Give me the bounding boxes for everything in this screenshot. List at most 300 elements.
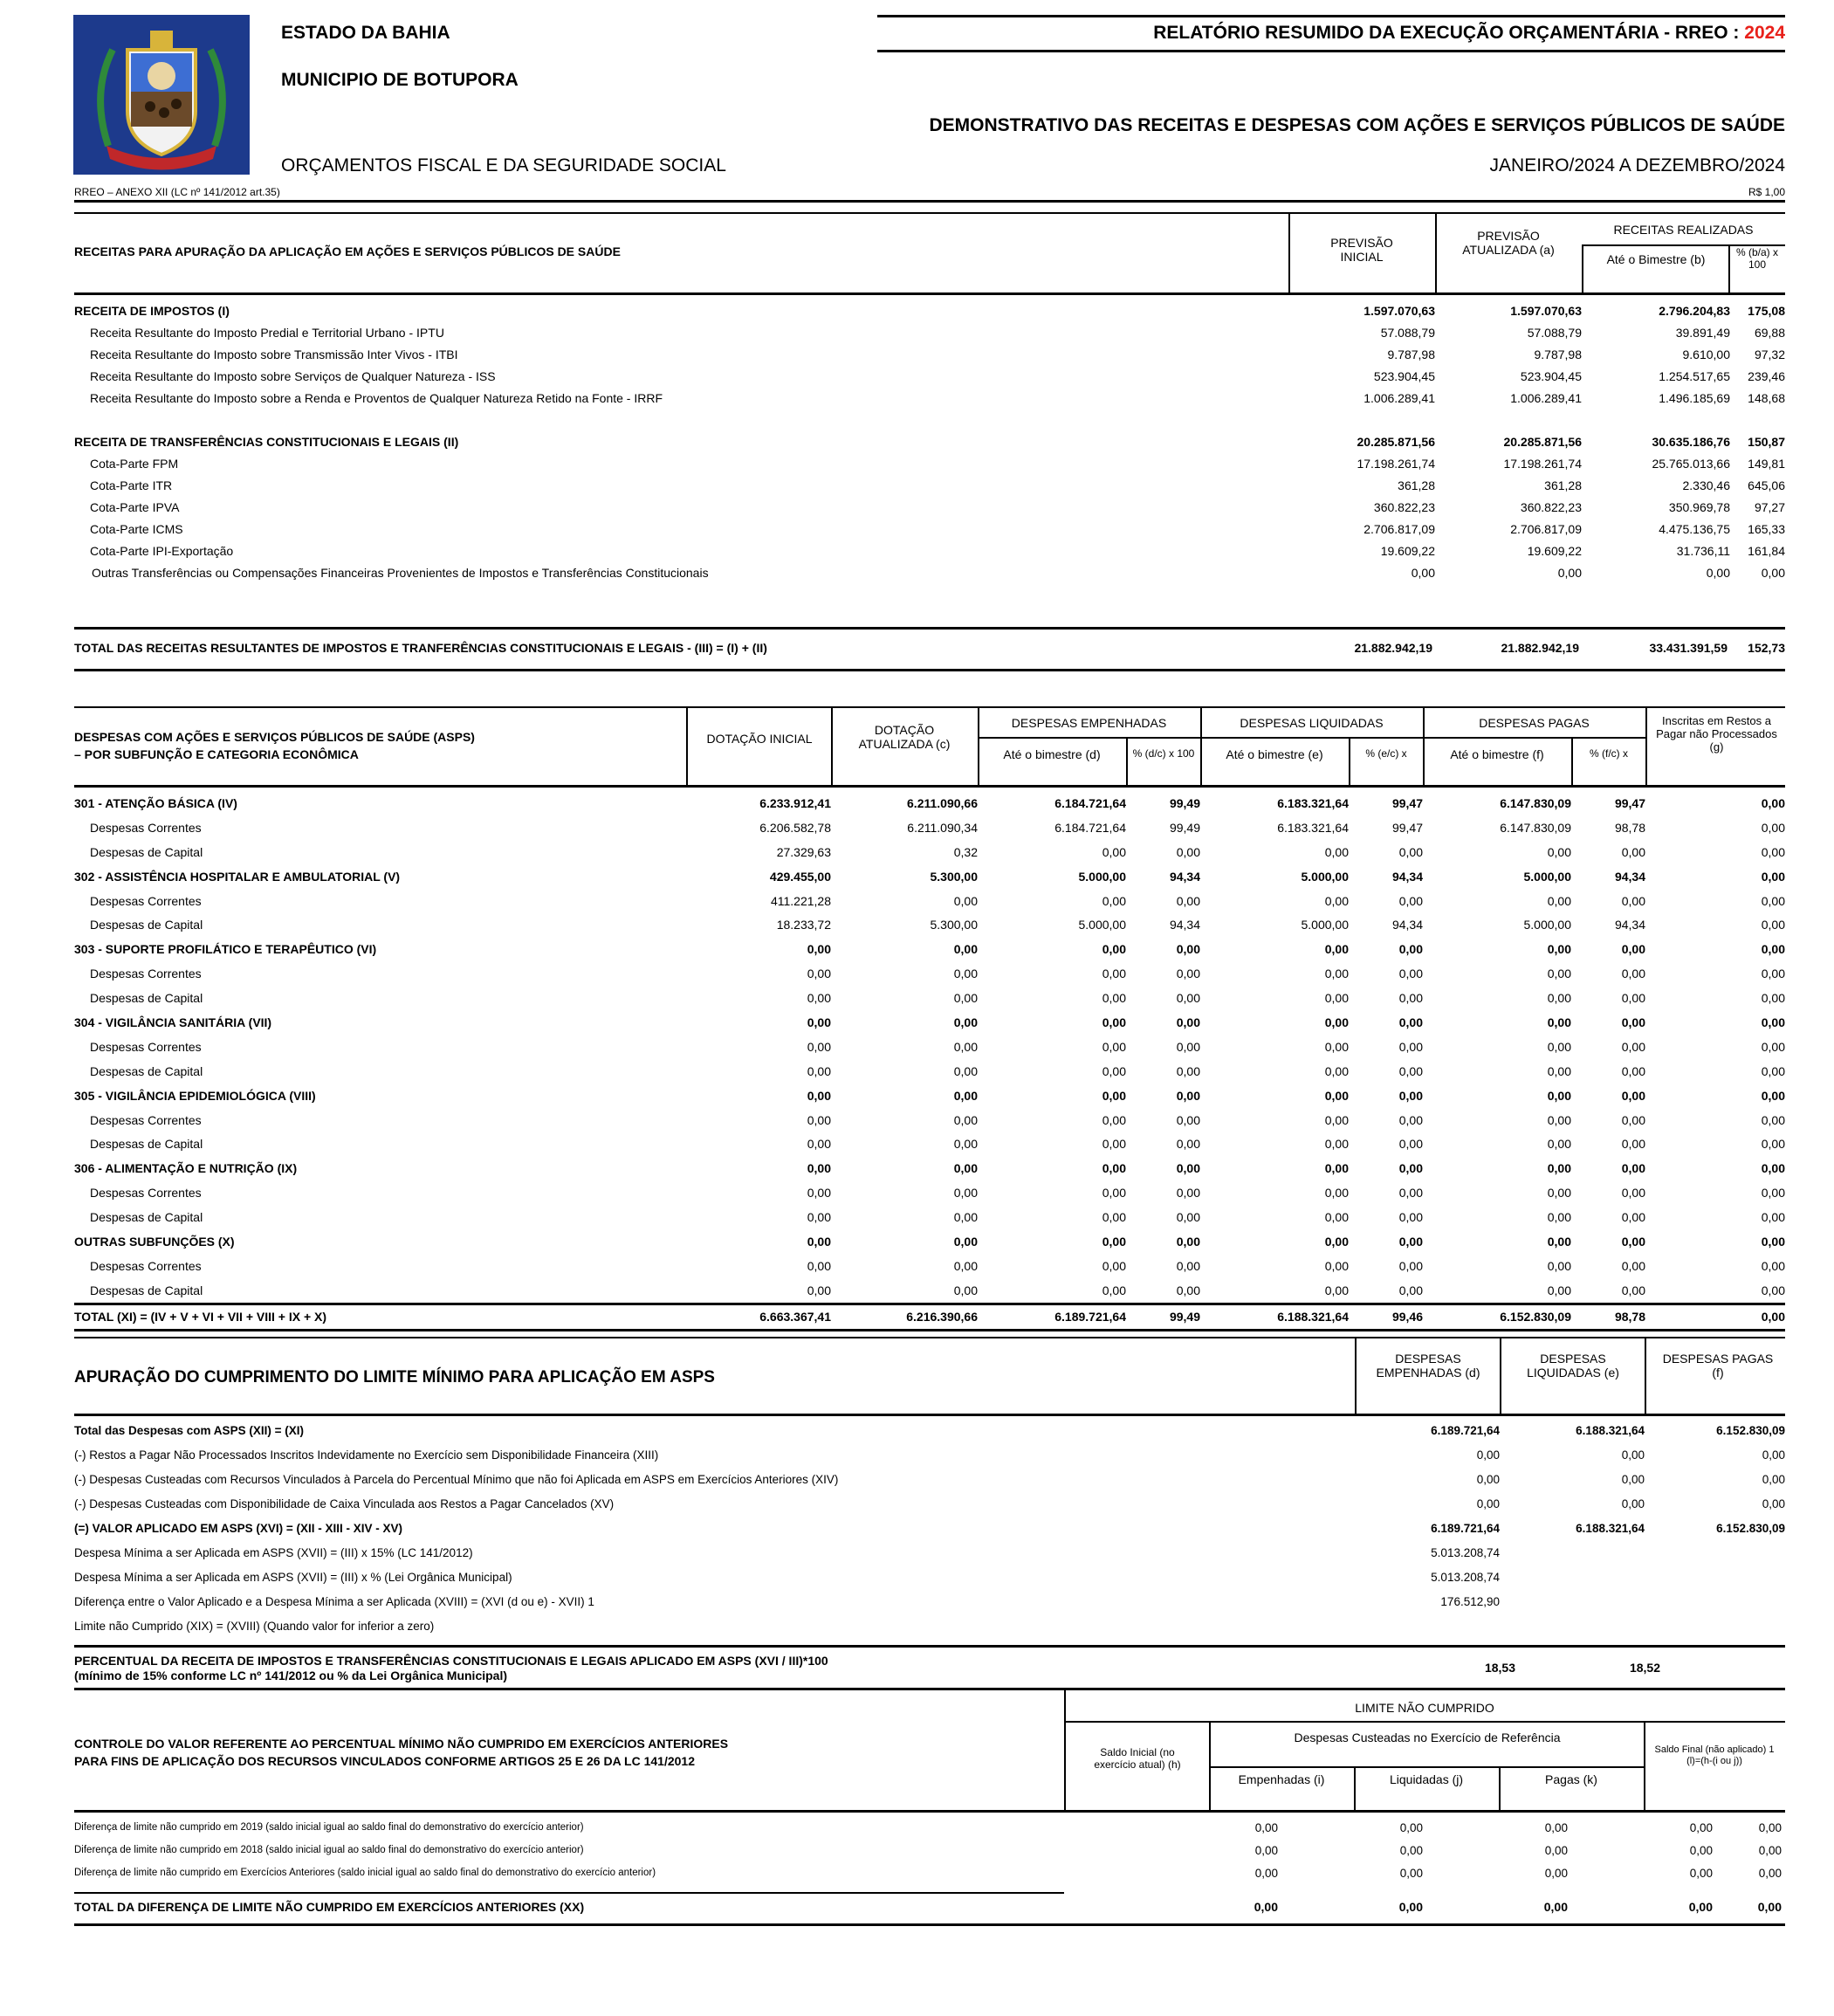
receita-realizada: 1.496.185,69 xyxy=(1659,390,1730,405)
despesa-empenhadas: 0,00 xyxy=(1102,1039,1126,1054)
despesa-pagas: 0,00 xyxy=(1547,1283,1571,1297)
controle-pagas: 0,00 xyxy=(1689,1866,1713,1880)
despesa-restos-a-pagar: 0,00 xyxy=(1761,844,1785,859)
despesa-empenhadas: 6.184.721,64 xyxy=(1054,820,1126,835)
despesa-dotacao-atualizada: 0,00 xyxy=(953,893,978,908)
receita-realizada: 350.969,78 xyxy=(1668,499,1730,514)
controle-row xyxy=(74,1839,1785,1861)
despesa-liquidadas: 0,00 xyxy=(1324,844,1349,859)
receita-percentual: 0,00 xyxy=(1761,565,1785,580)
pct-liquidadas: 18,52 xyxy=(1629,1661,1660,1675)
despesa-liquidadas-pct: 99,47 xyxy=(1391,795,1423,810)
despesa-empenhadas: 0,00 xyxy=(1102,1112,1126,1127)
receita-realizada: 4.475.136,75 xyxy=(1659,521,1730,536)
apuracao-liquidadas: 0,00 xyxy=(1621,1497,1645,1510)
receita-previsao-inicial: 20.285.871,56 xyxy=(1357,434,1435,449)
despesas-total-label: TOTAL (XI) = (IV + V + VI + VII + VIII + IX + X) xyxy=(74,1310,327,1324)
receita-realizada: 9.610,00 xyxy=(1682,347,1730,361)
despesa-label: Despesas Correntes xyxy=(90,893,202,908)
despesa-empenhadas-pct: 0,00 xyxy=(1176,991,1200,1006)
receita-previsao-atualizada: 9.787,98 xyxy=(1534,347,1582,361)
apuracao-liquidadas: 6.188.321,64 xyxy=(1576,1521,1645,1535)
apuracao-pagas: 0,00 xyxy=(1762,1448,1785,1462)
despesa-restos-a-pagar: 0,00 xyxy=(1761,1112,1785,1127)
receita-percentual: 97,27 xyxy=(1754,499,1785,514)
col-controle-pag: Pagas (k) xyxy=(1545,1772,1597,1786)
controle-table xyxy=(74,1816,1785,1884)
receita-previsao-atualizada: 1.006.289,41 xyxy=(1510,390,1582,405)
despesa-liquidadas: 6.183.321,64 xyxy=(1277,820,1349,835)
despesa-dotacao-inicial: 0,00 xyxy=(807,1258,831,1273)
despesa-label: Despesas Correntes xyxy=(90,1039,202,1054)
controle-saldo-inicial: 0,00 xyxy=(1254,1866,1278,1880)
despesa-liquidadas-pct: 0,00 xyxy=(1398,967,1423,981)
despesa-liquidadas-pct: 0,00 xyxy=(1398,1015,1423,1029)
despesa-empenhadas-pct: 0,00 xyxy=(1176,844,1200,859)
despesa-pagas: 0,00 xyxy=(1547,1186,1571,1201)
despesa-empenhadas-pct: 0,00 xyxy=(1176,1234,1200,1249)
despesa-restos-a-pagar: 0,00 xyxy=(1761,1137,1785,1152)
receita-previsao-inicial: 523.904,45 xyxy=(1373,368,1435,383)
despesa-liquidadas: 0,00 xyxy=(1324,1186,1349,1201)
despesa-empenhadas-pct: 94,34 xyxy=(1169,918,1200,932)
apuracao-pagas xyxy=(1645,1540,1785,1565)
despesa-total-liquidadas: 6.188.321,64 xyxy=(1277,1310,1349,1324)
despesa-pagas-pct: 99,47 xyxy=(1614,795,1645,810)
despesa-label: Despesas Correntes xyxy=(90,967,202,981)
despesa-pagas-pct: 0,00 xyxy=(1621,844,1645,859)
apuracao-label: (-) Restos a Pagar Não Processados Inscritos Indevidamente no Exercício sem Disponibilidade Financeira (XIII) xyxy=(74,1448,659,1462)
municipal-emblem xyxy=(73,15,250,175)
currency-label: R$ 1,00 xyxy=(1748,186,1785,198)
despesa-liquidadas-pct: 0,00 xyxy=(1398,1112,1423,1127)
despesa-pagas-pct: 0,00 xyxy=(1621,1283,1645,1297)
receita-previsao-inicial: 361,28 xyxy=(1398,478,1435,492)
receita-row xyxy=(74,387,1785,409)
despesa-restos-a-pagar: 0,00 xyxy=(1761,795,1785,810)
receita-row xyxy=(74,365,1785,387)
apuracao-label: Despesa Mínima a ser Aplicada em ASPS (XVII) = (III) x 15% (LC 141/2012) xyxy=(74,1545,473,1559)
despesa-row xyxy=(74,1229,1785,1254)
receita-row xyxy=(74,496,1785,518)
despesa-row xyxy=(74,1156,1785,1180)
despesa-pagas-pct: 0,00 xyxy=(1621,1186,1645,1201)
despesa-total-empenhadas: 6.189.721,64 xyxy=(1054,1310,1126,1324)
despesa-liquidadas: 5.000,00 xyxy=(1301,869,1349,884)
despesa-row xyxy=(74,1132,1785,1156)
controle-row xyxy=(74,1816,1785,1839)
apuracao-label: (-) Despesas Custeadas com Recursos Vinculados à Parcela do Percentual Mínimo que não foi Aplicada em ASPS em Exercícios Anteriores (XIV) xyxy=(74,1472,839,1486)
despesa-empenhadas-pct: 0,00 xyxy=(1176,1258,1200,1273)
despesa-liquidadas-pct: 0,00 xyxy=(1398,991,1423,1006)
despesa-pagas-pct: 94,34 xyxy=(1614,869,1645,884)
despesa-dotacao-inicial: 0,00 xyxy=(807,967,831,981)
col-apuracao-pag: DESPESAS PAGAS (f) xyxy=(1662,1352,1774,1380)
despesa-row xyxy=(74,1010,1785,1035)
despesa-empenhadas-pct: 0,00 xyxy=(1176,1063,1200,1078)
despesa-empenhadas-pct: 0,00 xyxy=(1176,1015,1200,1029)
despesa-empenhadas: 0,00 xyxy=(1102,844,1126,859)
despesa-liquidadas: 0,00 xyxy=(1324,1137,1349,1152)
apuracao-row xyxy=(74,1540,1785,1565)
despesa-liquidadas-pct: 0,00 xyxy=(1398,893,1423,908)
despesa-empenhadas: 0,00 xyxy=(1102,1063,1126,1078)
despesa-dotacao-inicial: 411.221,28 xyxy=(770,893,831,908)
despesa-total-pagas-pct: 98,78 xyxy=(1614,1310,1645,1324)
despesa-row xyxy=(74,1084,1785,1108)
despesa-dotacao-inicial: 0,00 xyxy=(807,1210,831,1225)
receita-percentual: 97,32 xyxy=(1754,347,1785,361)
controle-total-row xyxy=(74,1896,1785,1918)
receita-percentual xyxy=(1730,409,1785,430)
despesa-empenhadas-pct: 0,00 xyxy=(1176,893,1200,908)
despesa-pagas: 0,00 xyxy=(1547,1137,1571,1152)
despesa-dotacao-inicial: 0,00 xyxy=(807,1186,831,1201)
col-ate-bimestre: Até o Bimestre (b) xyxy=(1606,252,1706,266)
despesa-label: Despesas de Capital xyxy=(90,991,203,1006)
despesa-dotacao-inicial: 0,00 xyxy=(807,1112,831,1127)
controle-empenhadas: 0,00 xyxy=(1399,1820,1423,1834)
despesa-pagas-pct: 0,00 xyxy=(1621,1088,1645,1103)
despesa-row xyxy=(74,840,1785,864)
col-liq-ate: Até o bimestre (e) xyxy=(1226,747,1323,761)
despesa-row xyxy=(74,864,1785,889)
receita-realizada: 30.635.186,76 xyxy=(1652,434,1730,449)
controle-saldo-inicial: 0,00 xyxy=(1254,1820,1278,1834)
state-name: ESTADO DA BAHIA xyxy=(281,23,450,43)
receita-previsao-atualizada: 17.198.261,74 xyxy=(1503,456,1582,471)
despesa-pagas: 0,00 xyxy=(1547,991,1571,1006)
despesa-dotacao-atualizada: 5.300,00 xyxy=(930,918,978,932)
despesa-empenhadas: 0,00 xyxy=(1102,1161,1126,1176)
controle-liquidadas: 0,00 xyxy=(1544,1820,1568,1834)
apuracao-row xyxy=(74,1418,1785,1442)
despesa-empenhadas: 0,00 xyxy=(1102,1210,1126,1225)
municipality-name: MUNICIPIO DE BOTUPORA xyxy=(281,70,519,90)
col-pag-pct: % (f/c) x xyxy=(1590,747,1628,760)
despesa-pagas-pct: 98,78 xyxy=(1614,820,1645,835)
despesa-dotacao-atualizada: 0,00 xyxy=(953,942,978,957)
receitas-total-label: TOTAL DAS RECEITAS RESULTANTES DE IMPOSTOS E TRANFERÊNCIAS CONSTITUCIONAIS E LEGAIS - (III) = (I) + (II) xyxy=(74,641,767,655)
despesa-restos-a-pagar: 0,00 xyxy=(1761,967,1785,981)
receita-realizada: 31.736,11 xyxy=(1676,543,1730,558)
controle-pagas: 0,00 xyxy=(1689,1843,1713,1857)
apuracao-liquidadas: 0,00 xyxy=(1621,1448,1645,1462)
despesa-liquidadas: 0,00 xyxy=(1324,1258,1349,1273)
apuracao-pagas xyxy=(1645,1613,1785,1638)
despesa-pagas-pct: 0,00 xyxy=(1621,893,1645,908)
despesa-pagas: 0,00 xyxy=(1547,893,1571,908)
despesa-restos-a-pagar: 0,00 xyxy=(1761,1210,1785,1225)
despesa-liquidadas: 0,00 xyxy=(1324,991,1349,1006)
despesa-empenhadas-pct: 0,00 xyxy=(1176,1088,1200,1103)
apuracao-empenhadas: 176.512,90 xyxy=(1440,1594,1500,1608)
despesas-title-2: – POR SUBFUNÇÃO E CATEGORIA ECONÔMICA xyxy=(74,747,359,761)
despesa-row xyxy=(74,1180,1785,1205)
apuracao-empenhadas: 0,00 xyxy=(1476,1497,1500,1510)
col-apuracao-emp: DESPESAS EMPENHADAS (d) xyxy=(1376,1352,1480,1380)
despesa-empenhadas: 0,00 xyxy=(1102,942,1126,957)
despesa-empenhadas: 0,00 xyxy=(1102,967,1126,981)
receita-percentual: 150,87 xyxy=(1748,434,1785,449)
receita-percentual: 148,68 xyxy=(1748,390,1785,405)
receita-label: Cota-Parte FPM xyxy=(90,456,179,471)
despesa-liquidadas-pct: 0,00 xyxy=(1398,844,1423,859)
col-despesas-custeadas: Despesas Custeadas no Exercício de Referência xyxy=(1294,1730,1561,1744)
apuracao-pagas xyxy=(1645,1565,1785,1589)
receita-label: Cota-Parte IPI-Exportação xyxy=(90,543,234,558)
col-previsao-atualizada: PREVISÃO ATUALIZADA (a) xyxy=(1462,229,1555,257)
despesa-dotacao-inicial: 6.206.582,78 xyxy=(759,820,831,835)
despesa-empenhadas-pct: 0,00 xyxy=(1176,1161,1200,1176)
despesa-pagas: 0,00 xyxy=(1547,1112,1571,1127)
controle-total-liquidadas: 0,00 xyxy=(1543,1900,1568,1914)
receita-row xyxy=(74,561,1785,583)
despesa-pagas: 0,00 xyxy=(1547,967,1571,981)
despesa-empenhadas: 5.000,00 xyxy=(1078,918,1126,932)
despesa-dotacao-atualizada: 6.211.090,66 xyxy=(907,795,978,810)
apuracao-title: APURAÇÃO DO CUMPRIMENTO DO LIMITE MÍNIMO PARA APLICAÇÃO EM ASPS xyxy=(74,1368,715,1386)
col-controle-emp: Empenhadas (i) xyxy=(1238,1772,1325,1786)
despesa-dotacao-atualizada: 0,00 xyxy=(953,1161,978,1176)
despesa-label: OUTRAS SUBFUNÇÕES (X) xyxy=(74,1234,235,1249)
despesa-dotacao-inicial: 18.233,72 xyxy=(776,918,831,932)
receita-previsao-atualizada: 57.088,79 xyxy=(1527,325,1582,340)
despesa-pagas: 0,00 xyxy=(1547,1210,1571,1225)
despesa-dotacao-atualizada: 0,00 xyxy=(953,1210,978,1225)
despesa-restos-a-pagar: 0,00 xyxy=(1761,1283,1785,1297)
controle-title-2: PARA FINS DE APLICAÇÃO DOS RECURSOS VINCULADOS CONFORME ARTIGOS 25 E 26 DA LC 141/2012 xyxy=(74,1754,696,1768)
despesa-pagas: 0,00 xyxy=(1547,1258,1571,1273)
receita-realizada: 2.796.204,83 xyxy=(1659,303,1730,318)
receitas-total-real: 33.431.391,59 xyxy=(1649,641,1728,655)
col-controle-liq: Liquidadas (j) xyxy=(1389,1772,1464,1786)
col-despesas-pagas: DESPESAS PAGAS xyxy=(1479,716,1590,730)
despesa-label: Despesas Correntes xyxy=(90,1186,202,1201)
receita-previsao-atualizada: 360.822,23 xyxy=(1520,499,1582,514)
despesa-liquidadas: 0,00 xyxy=(1324,1088,1349,1103)
despesa-empenhadas-pct: 0,00 xyxy=(1176,1039,1200,1054)
despesa-empenhadas-pct: 99,49 xyxy=(1169,795,1200,810)
apuracao-empenhadas: 0,00 xyxy=(1476,1472,1500,1486)
controle-saldo-final: 0,00 xyxy=(1758,1843,1782,1857)
despesa-liquidadas-pct: 0,00 xyxy=(1398,1283,1423,1297)
despesa-pagas: 0,00 xyxy=(1547,1088,1571,1103)
despesa-dotacao-inicial: 0,00 xyxy=(807,1234,831,1249)
despesa-row xyxy=(74,889,1785,913)
col-dotacao-inicial: DOTAÇÃO INICIAL xyxy=(706,732,813,746)
despesa-liquidadas-pct: 0,00 xyxy=(1398,1088,1423,1103)
despesa-pagas-pct: 0,00 xyxy=(1621,1161,1645,1176)
pct-label-2: (mínimo de 15% conforme LC nº 141/2012 ou % da Lei Orgânica Municipal) xyxy=(74,1669,508,1682)
despesa-pagas-pct: 94,34 xyxy=(1614,918,1645,932)
despesa-liquidadas-pct: 0,00 xyxy=(1398,1137,1423,1152)
despesa-pagas-pct: 0,00 xyxy=(1621,942,1645,957)
apuracao-pagas: 6.152.830,09 xyxy=(1716,1521,1785,1535)
despesa-row xyxy=(74,1035,1785,1059)
despesas-table xyxy=(74,791,1785,1303)
despesa-label: Despesas de Capital xyxy=(90,918,203,932)
despesa-restos-a-pagar: 0,00 xyxy=(1761,1186,1785,1201)
receita-row xyxy=(74,540,1785,561)
receita-label: Receita Resultante do Imposto sobre a Renda e Proventos de Qualquer Natureza Retido na Fonte - IRRF xyxy=(90,390,663,405)
col-saldo-final: Saldo Final (não aplicado) 1 (l)=(h-(i ou j)) xyxy=(1654,1744,1775,1766)
receita-previsao-inicial: 1.006.289,41 xyxy=(1363,390,1435,405)
receita-previsao-atualizada: 20.285.871,56 xyxy=(1503,434,1582,449)
despesa-dotacao-inicial: 0,00 xyxy=(807,1088,831,1103)
despesa-dotacao-inicial: 0,00 xyxy=(807,1015,831,1029)
despesa-row xyxy=(74,1278,1785,1303)
despesa-empenhadas: 0,00 xyxy=(1102,1186,1126,1201)
apuracao-liquidadas xyxy=(1500,1540,1645,1565)
apuracao-row xyxy=(74,1613,1785,1638)
receita-previsao-atualizada: 2.706.817,09 xyxy=(1510,521,1582,536)
despesa-dotacao-inicial: 429.455,00 xyxy=(769,869,831,884)
despesa-dotacao-atualizada: 0,00 xyxy=(953,1039,978,1054)
despesa-label: 306 - ALIMENTAÇÃO E NUTRIÇÃO (IX) xyxy=(74,1161,298,1176)
despesa-pagas: 0,00 xyxy=(1547,844,1571,859)
despesa-pagas: 6.147.830,09 xyxy=(1500,820,1571,835)
despesa-pagas: 0,00 xyxy=(1547,1234,1571,1249)
controle-saldo-final: 0,00 xyxy=(1758,1866,1782,1880)
apuracao-empenhadas: 5.013.208,74 xyxy=(1431,1545,1500,1559)
col-apuracao-liq: DESPESAS LIQUIDADAS (e) xyxy=(1527,1352,1619,1380)
receitas-total-pct: 152,73 xyxy=(1748,641,1785,655)
despesa-liquidadas: 0,00 xyxy=(1324,1283,1349,1297)
controle-saldo-final: 0,00 xyxy=(1758,1820,1782,1834)
despesa-total-liquidadas-pct: 99,46 xyxy=(1391,1310,1423,1324)
pct-label-1: PERCENTUAL DA RECEITA DE IMPOSTOS E TRANSFERÊNCIAS CONSTITUCIONAIS E LEGAIS APLICADO EM ASPS (XVI / III)*100 xyxy=(74,1654,828,1668)
report-title xyxy=(1153,23,1785,44)
despesa-empenhadas-pct: 0,00 xyxy=(1176,967,1200,981)
despesa-dotacao-atualizada: 0,00 xyxy=(953,1234,978,1249)
apuracao-liquidadas xyxy=(1500,1565,1645,1589)
col-saldo-inicial: Saldo Inicial (no exercício atual) (h) xyxy=(1094,1746,1181,1771)
despesa-pagas: 0,00 xyxy=(1547,1063,1571,1078)
col-previsao-inicial: PREVISÃO INICIAL xyxy=(1330,236,1393,264)
despesa-empenhadas-pct: 99,49 xyxy=(1169,820,1200,835)
receita-row xyxy=(74,518,1785,540)
despesa-liquidadas-pct: 94,34 xyxy=(1391,869,1423,884)
despesa-total-empenhadas-pct: 99,49 xyxy=(1169,1310,1200,1324)
receita-label: Receita Resultante do Imposto Predial e Territorial Urbano - IPTU xyxy=(90,325,444,340)
apuracao-liquidadas xyxy=(1500,1613,1645,1638)
receita-previsao-atualizada: 523.904,45 xyxy=(1520,368,1582,383)
despesa-restos-a-pagar: 0,00 xyxy=(1761,1063,1785,1078)
despesa-dotacao-inicial: 0,00 xyxy=(807,991,831,1006)
despesa-pagas-pct: 0,00 xyxy=(1621,1039,1645,1054)
despesa-dotacao-atualizada: 0,00 xyxy=(953,1015,978,1029)
despesa-dotacao-inicial: 0,00 xyxy=(807,1137,831,1152)
despesa-empenhadas-pct: 0,00 xyxy=(1176,1210,1200,1225)
despesa-label: Despesas de Capital xyxy=(90,844,203,859)
despesa-total-restos-a-pagar: 0,00 xyxy=(1761,1310,1785,1324)
despesa-pagas-pct: 0,00 xyxy=(1621,991,1645,1006)
receita-previsao-atualizada: 19.609,22 xyxy=(1527,543,1582,558)
apuracao-label: (-) Despesas Custeadas com Disponibilidade de Caixa Vinculada aos Restos a Pagar Cancelados (XV) xyxy=(74,1497,615,1510)
despesa-pagas-pct: 0,00 xyxy=(1621,1137,1645,1152)
despesa-empenhadas: 0,00 xyxy=(1102,1234,1126,1249)
receita-percentual: 645,06 xyxy=(1748,478,1785,492)
despesa-label: 301 - ATENÇÃO BÁSICA (IV) xyxy=(74,795,237,810)
controle-row xyxy=(74,1861,1785,1884)
despesa-dotacao-inicial: 6.233.912,41 xyxy=(759,795,831,810)
despesa-liquidadas-pct: 0,00 xyxy=(1398,1258,1423,1273)
despesa-restos-a-pagar: 0,00 xyxy=(1761,1161,1785,1176)
receitas-table xyxy=(74,299,1785,583)
despesa-row xyxy=(74,1108,1785,1132)
despesa-dotacao-atualizada: 6.211.090,34 xyxy=(907,820,978,835)
despesa-label: 305 - VIGILÂNCIA EPIDEMIOLÓGICA (VIII) xyxy=(74,1088,316,1103)
controle-label: Diferença de limite não cumprido em 2019 (saldo inicial igual ao saldo final do demonstrativo do exercício anterior) xyxy=(74,1822,584,1833)
despesa-label: 303 - SUPORTE PROFILÁTICO E TERAPÊUTICO (VI) xyxy=(74,942,377,957)
despesa-empenhadas: 0,00 xyxy=(1102,1015,1126,1029)
col-liq-pct: % (e/c) x xyxy=(1365,747,1407,760)
despesa-empenhadas: 0,00 xyxy=(1102,893,1126,908)
despesa-dotacao-atualizada: 0,00 xyxy=(953,1063,978,1078)
controle-total-saldo-inicial: 0,00 xyxy=(1254,1900,1278,1914)
despesa-liquidadas: 0,00 xyxy=(1324,1161,1349,1176)
receita-previsao-inicial: 1.597.070,63 xyxy=(1363,303,1435,318)
despesa-row xyxy=(74,1254,1785,1278)
apuracao-liquidadas: 6.188.321,64 xyxy=(1576,1423,1645,1437)
apuracao-label: Diferença entre o Valor Aplicado e a Despesa Mínima a ser Aplicada (XVIII) = (XVI (d ou e) - XVII) 1 xyxy=(74,1594,594,1608)
despesa-liquidadas-pct: 0,00 xyxy=(1398,1186,1423,1201)
despesa-liquidadas: 0,00 xyxy=(1324,942,1349,957)
despesa-dotacao-atualizada: 0,00 xyxy=(953,1186,978,1201)
receita-previsao-atualizada: 1.597.070,63 xyxy=(1510,303,1582,318)
despesa-empenhadas: 0,00 xyxy=(1102,1088,1126,1103)
receita-row xyxy=(74,474,1785,496)
despesa-empenhadas: 0,00 xyxy=(1102,991,1126,1006)
apuracao-empenhadas xyxy=(1355,1613,1500,1638)
receita-percentual: 161,84 xyxy=(1748,543,1785,558)
report-year: 2024 xyxy=(1744,23,1785,43)
receita-percentual: 69,88 xyxy=(1754,325,1785,340)
controle-pagas: 0,00 xyxy=(1689,1820,1713,1834)
receita-percentual: 239,46 xyxy=(1748,368,1785,383)
apuracao-pagas xyxy=(1645,1589,1785,1613)
receita-percentual: 149,81 xyxy=(1748,456,1785,471)
despesa-row xyxy=(74,1205,1785,1229)
receita-realizada xyxy=(1582,409,1730,430)
receita-label xyxy=(74,409,1288,430)
despesa-restos-a-pagar: 0,00 xyxy=(1761,991,1785,1006)
despesa-dotacao-inicial: 0,00 xyxy=(807,1063,831,1078)
despesa-liquidadas: 0,00 xyxy=(1324,1112,1349,1127)
despesa-total-dotacao-inicial: 6.663.367,41 xyxy=(759,1310,831,1324)
col-despesas-empenhadas: DESPESAS EMPENHADAS xyxy=(1011,716,1167,730)
despesa-liquidadas: 0,00 xyxy=(1324,1015,1349,1029)
receita-label: RECEITA DE TRANSFERÊNCIAS CONSTITUCIONAIS E LEGAIS (II) xyxy=(74,434,459,449)
col-dotacao-atualizada: DOTAÇÃO ATUALIZADA (c) xyxy=(858,723,951,751)
despesa-dotacao-atualizada: 0,00 xyxy=(953,1137,978,1152)
despesa-liquidadas: 0,00 xyxy=(1324,1063,1349,1078)
despesa-restos-a-pagar: 0,00 xyxy=(1761,1039,1785,1054)
controle-total-label: TOTAL DA DIFERENÇA DE LIMITE NÃO CUMPRIDO EM EXERCÍCIOS ANTERIORES (XX) xyxy=(74,1900,585,1914)
despesa-restos-a-pagar: 0,00 xyxy=(1761,1258,1785,1273)
apuracao-row xyxy=(74,1516,1785,1540)
despesa-pagas: 0,00 xyxy=(1547,1039,1571,1054)
controle-liquidadas: 0,00 xyxy=(1544,1843,1568,1857)
despesa-row xyxy=(74,986,1785,1010)
despesa-dotacao-inicial: 0,00 xyxy=(807,1161,831,1176)
despesa-dotacao-atualizada: 0,00 xyxy=(953,991,978,1006)
despesa-label: 302 - ASSISTÊNCIA HOSPITALAR E AMBULATORIAL (V) xyxy=(74,869,401,884)
despesa-empenhadas: 0,00 xyxy=(1102,1137,1126,1152)
despesa-liquidadas: 0,00 xyxy=(1324,1210,1349,1225)
despesa-label: Despesas de Capital xyxy=(90,1210,203,1225)
